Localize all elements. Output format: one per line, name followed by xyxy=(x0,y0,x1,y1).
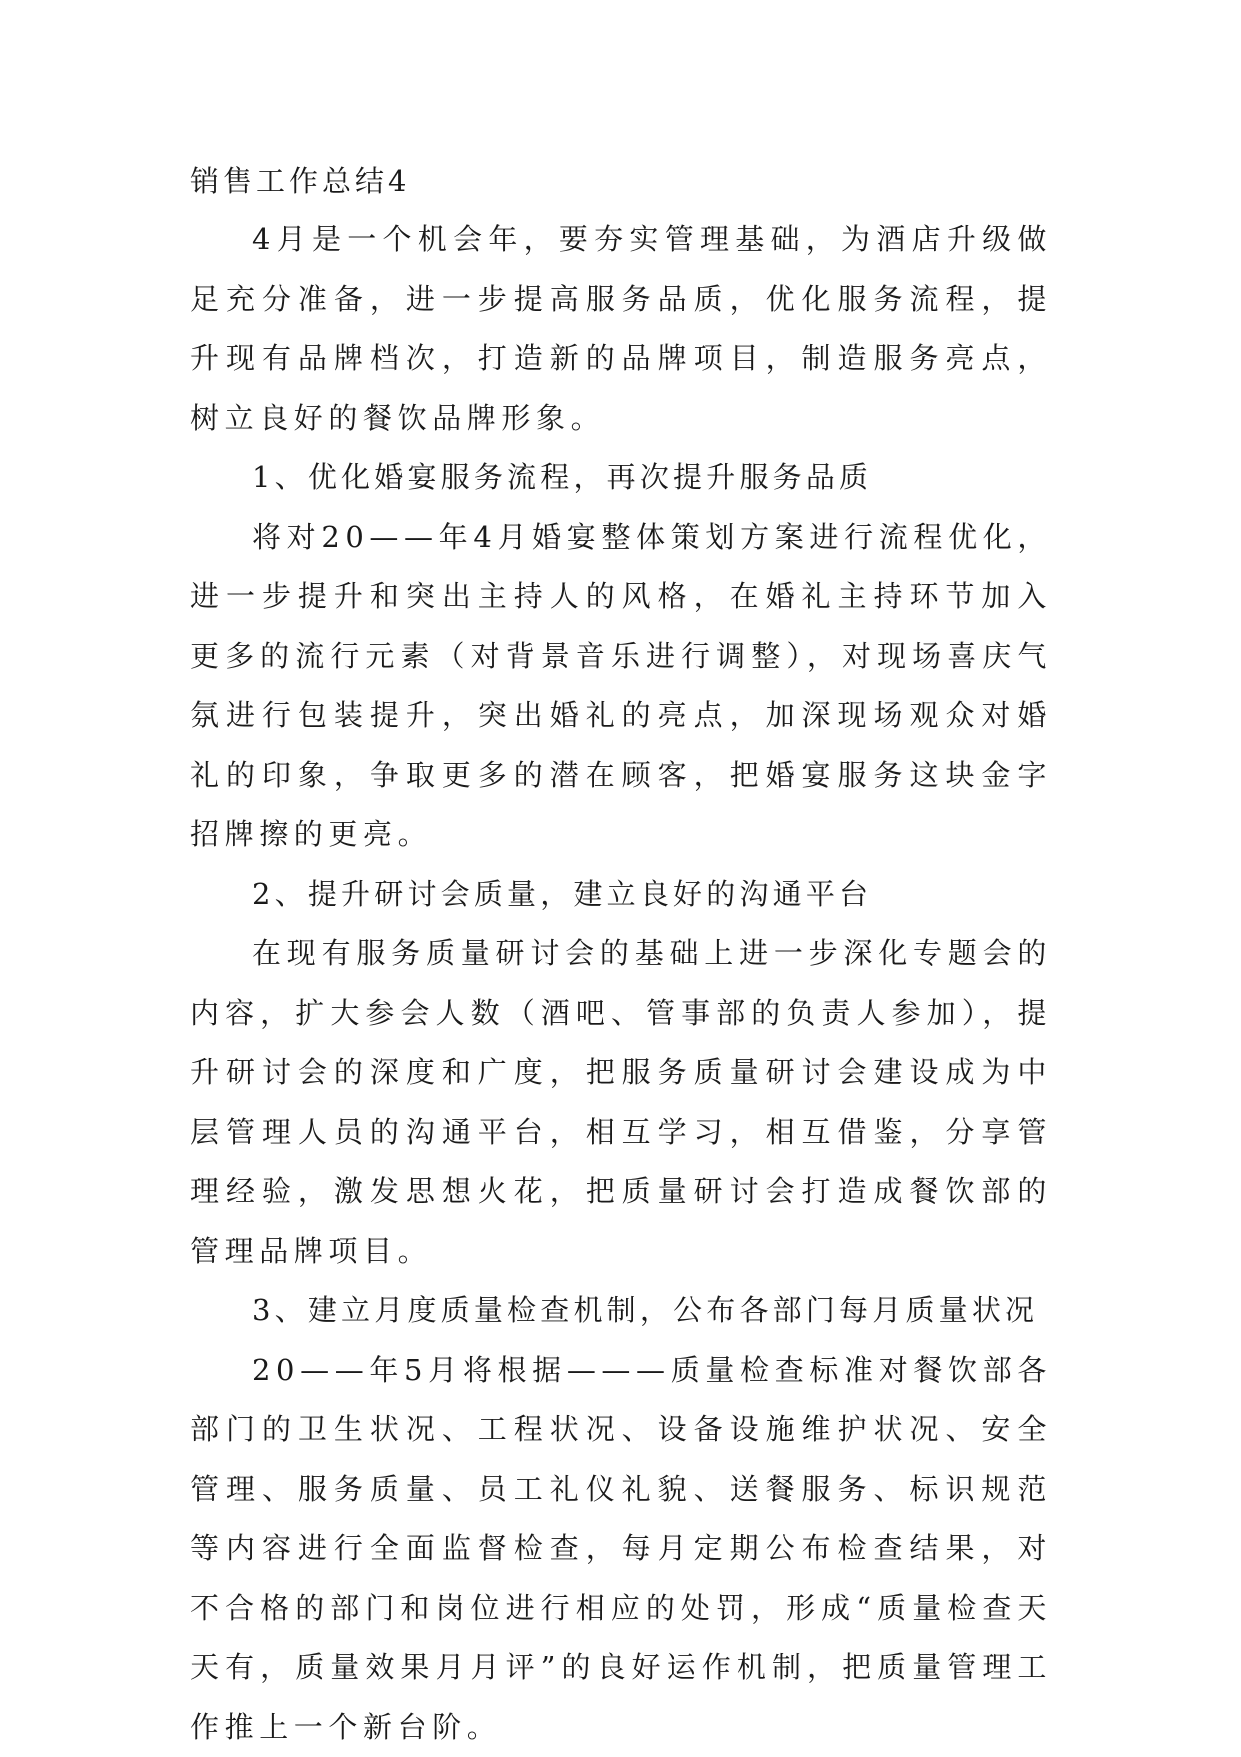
section-2-heading: 2、提升研讨会质量，建立良好的沟通平台 xyxy=(190,865,1052,925)
document-title: 销售工作总结4 xyxy=(190,152,1052,210)
section-2-body: 在现有服务质量研讨会的基础上进一步深化专题会的内容，扩大参会人数（酒吧、管事部的负责人参加），提升研讨会的深度和广度，把服务质量研讨会建设成为中层管理人员的沟通平台，相互学习，相互借鉴，分享管理经验，激发思想火花，把质量研讨会打造成餐饮部的管理品牌项目。 xyxy=(190,924,1052,1281)
section-3-body: 20——年5月将根据———质量检查标准对餐饮部各部门的卫生状况、工程状况、设备设施维护状况、安全管理、服务质量、员工礼仪礼貌、送餐服务、标识规范等内容进行全面监督检查，每月定期公布检查结果，对不合格的部门和岗位进行相应的处罚，形成“质量检查天天有，质量效果月月评”的良好运作机制，把质量管理工作推上一个新台阶。 xyxy=(190,1341,1052,1757)
document-page xyxy=(190,152,1052,1757)
section-3-heading: 3、建立月度质量检查机制，公布各部门每月质量状况 xyxy=(190,1281,1052,1341)
intro-paragraph: 4月是一个机会年，要夯实管理基础，为酒店升级做足充分准备，进一步提高服务品质，优化服务流程，提升现有品牌档次，打造新的品牌项目，制造服务亮点，树立良好的餐饮品牌形象。 xyxy=(190,210,1052,448)
section-1-heading: 1、优化婚宴服务流程，再次提升服务品质 xyxy=(190,448,1052,508)
section-1-body: 将对20——年4月婚宴整体策划方案进行流程优化，进一步提升和突出主持人的风格，在婚礼主持环节加入更多的流行元素（对背景音乐进行调整），对现场喜庆气氛进行包装提升，突出婚礼的亮点，加深现场观众对婚礼的印象，争取更多的潜在顾客，把婚宴服务这块金字招牌擦的更亮。 xyxy=(190,508,1052,865)
